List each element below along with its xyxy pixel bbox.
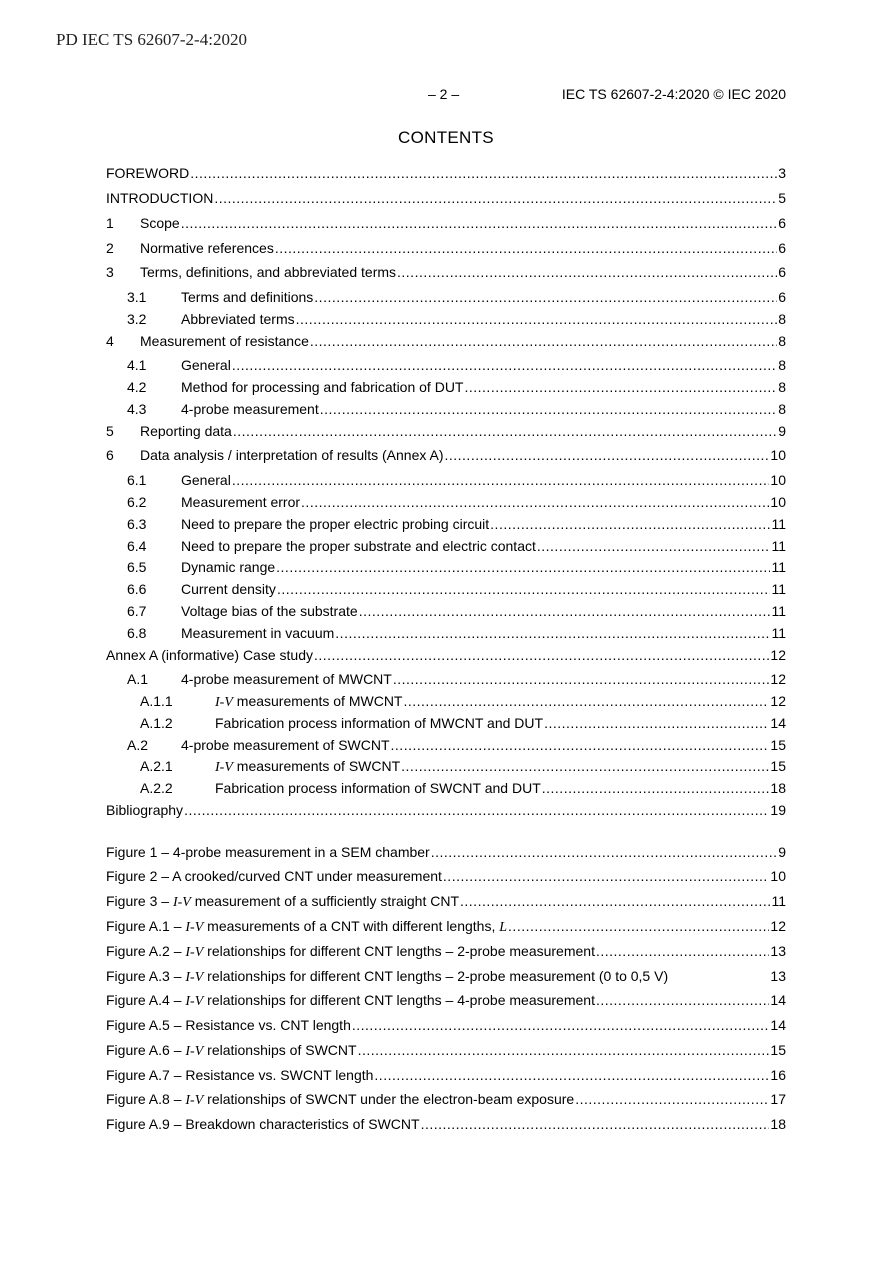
toc-leader-dots	[301, 493, 769, 511]
toc-entry-number: 6.6	[127, 581, 147, 597]
toc-leader-dots	[460, 892, 770, 910]
toc-entry-title: Current density	[181, 581, 276, 597]
figure-entry-page: 14	[770, 1017, 786, 1033]
figure-entry-title	[106, 843, 430, 861]
toc-leader-dots	[184, 801, 769, 819]
toc-entry-title: 4-probe measurement of MWCNT	[181, 671, 392, 687]
toc-entry-title: Fabrication process information of MWCNT and DUT	[215, 715, 544, 731]
toc-leader-dots	[575, 1090, 769, 1108]
toc-entry-page: 8	[778, 379, 786, 395]
toc-entry-title: Measurement of resistance	[140, 333, 309, 349]
toc-leader-dots	[393, 670, 770, 688]
contents-title: CONTENTS	[398, 128, 494, 147]
figure-entry-italic: I-V	[185, 920, 204, 935]
toc-leader-dots	[314, 288, 777, 306]
toc-entry-page: 10	[770, 494, 786, 510]
toc-entry[interactable]	[106, 779, 786, 797]
figure-entry-text: Figure A.8 –	[106, 1091, 186, 1107]
toc-entry-page: 12	[770, 647, 786, 663]
toc-entry-number: 3.1	[127, 289, 147, 305]
toc-entry[interactable]	[106, 602, 786, 620]
toc-entry-number: A.2.1	[140, 758, 173, 774]
toc-entry-italic: I-V	[215, 760, 233, 775]
figure-entry[interactable]	[106, 1016, 786, 1034]
figure-entry-page: 10	[770, 868, 786, 884]
figure-entry-page: 13	[770, 943, 786, 959]
figure-entry-text: Figure A.3 –	[106, 968, 186, 984]
toc-entry-title: 4-probe measurement of SWCNT	[181, 737, 390, 753]
toc-leader-dots	[310, 332, 777, 350]
toc-entry-page: 11	[771, 603, 786, 619]
toc-entry-page: 14	[770, 715, 786, 731]
figure-entry-page: 12	[770, 918, 786, 934]
toc-entry-title: General	[181, 472, 231, 488]
toc-leader-dots	[544, 714, 769, 732]
figure-entry-page: 11	[771, 893, 786, 909]
figure-entry-title	[106, 1016, 351, 1034]
figure-entry[interactable]	[106, 892, 786, 910]
toc-entry-number: 6.5	[127, 559, 147, 575]
toc-entry-number: 6.3	[127, 516, 147, 532]
toc-entry[interactable]	[106, 537, 786, 555]
figure-entry-text: Figure A.2 –	[106, 943, 186, 959]
figure-entry-title	[106, 967, 668, 987]
toc-leader-dots	[296, 310, 778, 328]
toc-leader-dots	[277, 580, 771, 598]
toc-entry-page: 15	[770, 737, 786, 753]
toc-entry-page: 18	[770, 780, 786, 796]
toc-leader-dots	[214, 189, 777, 207]
toc-entry-title: INTRODUCTION	[106, 190, 214, 206]
figure-entry-text: Figure A.5 – Resistance vs. CNT length	[106, 1017, 351, 1033]
toc-entry-page: 11	[771, 516, 786, 532]
figure-entry[interactable]	[106, 991, 786, 1009]
figure-entry-title	[106, 917, 507, 937]
toc-leader-dots	[508, 917, 769, 935]
standard-header: PD IEC TS 62607-2-4:2020	[56, 30, 247, 49]
toc-entry-title: 4-probe measurement	[181, 401, 319, 417]
toc-entry[interactable]	[106, 736, 786, 754]
toc-entry-number: 4.1	[127, 357, 147, 373]
toc-entry[interactable]	[106, 288, 786, 306]
toc-entry-page: 11	[771, 538, 786, 554]
figure-entry[interactable]	[106, 1115, 786, 1133]
toc-entry-title: Normative references	[140, 240, 274, 256]
toc-entry-number: 1	[106, 215, 114, 231]
figure-entry[interactable]	[106, 1090, 786, 1108]
toc-entry-title: Abbreviated terms	[181, 311, 295, 327]
toc-entry-page: 19	[770, 802, 786, 818]
toc-leader-dots	[464, 378, 777, 396]
figure-entry-text: relationships for different CNT lengths – 4-probe measurement	[203, 992, 595, 1008]
figure-entry-italic: I-V	[185, 1044, 204, 1059]
toc-entry-title: General	[181, 357, 231, 373]
toc-entry-page: 6	[778, 264, 786, 280]
toc-leader-dots	[537, 537, 771, 555]
toc-entry-page: 15	[770, 758, 786, 774]
toc-entry[interactable]	[106, 446, 786, 464]
toc-entry[interactable]	[106, 624, 786, 642]
figure-entry[interactable]	[106, 942, 786, 960]
figure-entry-page: 15	[770, 1042, 786, 1058]
toc-entry[interactable]	[106, 670, 786, 688]
figure-entry-italic: I-V	[185, 970, 204, 985]
toc-entry-page: 6	[778, 215, 786, 231]
figure-entry-page: 18	[770, 1116, 786, 1132]
toc-entry-page: 8	[778, 357, 786, 373]
toc-entry-title: Dynamic range	[181, 559, 276, 575]
toc-entry[interactable]	[106, 692, 786, 710]
figure-entry-italic: I-V	[185, 994, 204, 1009]
toc-entry-number: A.2	[127, 737, 149, 753]
toc-entry-title: Scope	[140, 215, 180, 231]
toc-leader-dots	[233, 422, 777, 440]
toc-leader-dots	[358, 1041, 770, 1059]
toc-entry-page: 10	[770, 447, 786, 463]
page-number: – 2 –	[428, 86, 460, 102]
toc-leader-dots	[542, 779, 770, 797]
toc-entry-number: 6.8	[127, 625, 147, 641]
toc-entry-page: 8	[778, 311, 786, 327]
figure-entry-text: measurements of a CNT with different lengths,	[203, 918, 500, 934]
toc-entry-title: Need to prepare the proper substrate and electric contact	[181, 538, 536, 554]
figure-entry[interactable]	[106, 967, 786, 985]
figure-entry-text: relationships of SWCNT under the electron-beam exposure	[203, 1091, 575, 1107]
figure-entry-text: measurement of a sufficiently straight CNT	[190, 893, 460, 909]
figure-entry-page: 13	[770, 968, 786, 984]
toc-entry[interactable]	[106, 714, 786, 732]
toc-entry[interactable]	[106, 164, 786, 182]
toc-leader-dots	[232, 356, 777, 374]
figure-entry-title	[106, 1066, 373, 1084]
toc-entry-title: Need to prepare the proper electric probing circuit	[181, 516, 490, 532]
toc-entry-title-text: measurements of SWCNT	[232, 758, 401, 774]
toc-entry[interactable]	[106, 757, 786, 775]
figure-entry-text: Figure 3 –	[106, 893, 173, 909]
figure-entry[interactable]	[106, 843, 786, 861]
figure-entry-italic: I-V	[185, 1093, 204, 1108]
toc-entry-page: 3	[778, 165, 786, 181]
toc-entry-page: 5	[778, 190, 786, 206]
figure-entry-text: Figure A.9 – Breakdown characteristics of SWCNT	[106, 1116, 420, 1132]
toc-leader-dots	[403, 692, 769, 710]
toc-entry-number: 6	[106, 447, 114, 463]
toc-entry-title	[215, 692, 402, 712]
toc-leader-dots	[275, 239, 777, 257]
toc-entry[interactable]	[106, 310, 786, 328]
toc-entry-title: Measurement error	[181, 494, 301, 510]
toc-entry-number: 3.2	[127, 311, 147, 327]
figure-entry-text: Figure A.4 –	[106, 992, 186, 1008]
toc-entry-number: 4.3	[127, 401, 147, 417]
toc-leader-dots	[443, 867, 770, 885]
figure-entry-title	[106, 867, 442, 885]
toc-entry-number: A.1.1	[140, 693, 173, 709]
toc-entry-number: 2	[106, 240, 114, 256]
toc-leader-dots	[490, 515, 770, 533]
toc-entry[interactable]	[106, 558, 786, 576]
toc-entry-number: 4.2	[127, 379, 147, 395]
figure-entry-text: Figure A.6 –	[106, 1042, 186, 1058]
toc-leader-dots	[444, 446, 769, 464]
toc-entry-page: 8	[778, 401, 786, 417]
toc-leader-dots	[276, 558, 770, 576]
toc-entry-title: Bibliography	[106, 802, 184, 818]
toc-entry-title	[215, 757, 400, 777]
toc-entry-page: 8	[778, 333, 786, 349]
toc-entry-page: 11	[771, 625, 786, 641]
toc-leader-dots	[320, 400, 777, 418]
toc-entry-title: Annex A (informative) Case study	[106, 647, 313, 663]
toc-entry-title: Measurement in vacuum	[181, 625, 335, 641]
figure-entry-text: Figure A.1 –	[106, 918, 186, 934]
toc-entry[interactable]	[106, 263, 786, 281]
figure-entry-text: relationships for different CNT lengths – 2-probe measurement (0 to 0,5 V)	[203, 968, 669, 984]
toc-entry-number: 6.2	[127, 494, 147, 510]
toc-entry-title: Fabrication process information of SWCNT and DUT	[215, 780, 541, 796]
figure-entry-text: relationships of SWCNT	[203, 1042, 357, 1058]
toc-entry-number: 6.7	[127, 603, 147, 619]
toc-entry-title: Method for processing and fabrication of DUT	[181, 379, 464, 395]
toc-entry-page: 11	[771, 581, 786, 597]
figure-entry-title	[106, 991, 595, 1011]
figure-entry-text: Figure A.7 – Resistance vs. SWCNT length	[106, 1067, 374, 1083]
document-id: IEC TS 62607-2-4:2020 © IEC 2020	[561, 86, 786, 102]
toc-leader-dots	[401, 757, 769, 775]
toc-entry-number: 3	[106, 264, 114, 280]
figure-entry-page: 9	[778, 844, 786, 860]
toc-entry-page: 10	[770, 472, 786, 488]
toc-entry-title: Reporting data	[140, 423, 232, 439]
toc-entry-italic: I-V	[215, 695, 233, 710]
toc-leader-dots	[181, 214, 778, 232]
figure-entry-italic: I-V	[172, 895, 191, 910]
toc-leader-dots	[431, 843, 777, 861]
toc-entry-number: A.2.2	[140, 780, 173, 796]
figure-entry-page: 14	[770, 992, 786, 1008]
toc-entry-number: 6.4	[127, 538, 147, 554]
toc-leader-dots	[596, 942, 769, 960]
toc-entry-page: 6	[778, 289, 786, 305]
toc-entry[interactable]	[106, 515, 786, 533]
toc-entry-title: Voltage bias of the substrate	[181, 603, 358, 619]
toc-entry[interactable]	[106, 471, 786, 489]
toc-entry-title: Data analysis / interpretation of results (Annex A)	[140, 447, 444, 463]
toc-entry[interactable]	[106, 378, 786, 396]
figure-entry-page: 16	[770, 1067, 786, 1083]
toc-entry-number: A.1	[127, 671, 149, 687]
toc-entry-page: 12	[770, 671, 786, 687]
toc-entry-title: Terms, definitions, and abbreviated terms	[140, 264, 397, 280]
figure-entry-italic: I-V	[185, 945, 204, 960]
toc-leader-dots	[397, 263, 777, 281]
figure-entry-italic: L	[499, 920, 508, 935]
toc-leader-dots	[314, 646, 769, 664]
toc-entry[interactable]	[106, 801, 786, 819]
figure-entry[interactable]	[106, 917, 786, 935]
toc-leader-dots	[232, 471, 770, 489]
toc-entry[interactable]	[106, 189, 786, 207]
figure-entry-title	[106, 1041, 357, 1061]
toc-entry-page: 11	[771, 559, 786, 575]
figure-entry-title	[106, 892, 459, 912]
toc-leader-dots	[391, 736, 770, 754]
figure-entry-text: Figure 2 – A crooked/curved CNT under measurement	[106, 868, 442, 884]
figure-entry-text: Figure 1 – 4-probe measurement in a SEM chamber	[106, 844, 430, 860]
toc-leader-dots	[421, 1115, 770, 1133]
toc-leader-dots	[352, 1016, 770, 1034]
toc-leader-dots	[374, 1066, 769, 1084]
figure-entry[interactable]	[106, 1066, 786, 1084]
toc-entry[interactable]	[106, 239, 786, 257]
toc-entry[interactable]	[106, 493, 786, 511]
toc-entry-number: A.1.2	[140, 715, 173, 731]
toc-leader-dots	[596, 991, 769, 1009]
toc-entry[interactable]	[106, 422, 786, 440]
toc-entry[interactable]	[106, 214, 786, 232]
figure-entry-title	[106, 942, 595, 962]
toc-entry[interactable]	[106, 646, 786, 664]
toc-entry-title-text: measurements of MWCNT	[232, 693, 403, 709]
toc-entry[interactable]	[106, 332, 786, 350]
toc-entry[interactable]	[106, 580, 786, 598]
toc-entry-page: 9	[778, 423, 786, 439]
figure-entry-page: 17	[770, 1091, 786, 1107]
figure-entry-text: relationships for different CNT lengths – 2-probe measurement	[203, 943, 595, 959]
toc-entry[interactable]	[106, 400, 786, 418]
toc-entry-title: FOREWORD	[106, 165, 190, 181]
toc-entry-page: 6	[778, 240, 786, 256]
figure-entry[interactable]	[106, 867, 786, 885]
figure-entry-title	[106, 1115, 420, 1133]
toc-entry-title: Terms and definitions	[181, 289, 314, 305]
figure-entry[interactable]	[106, 1041, 786, 1059]
toc-leader-dots	[359, 602, 771, 620]
toc-entry-number: 4	[106, 333, 114, 349]
toc-entry[interactable]	[106, 356, 786, 374]
toc-entry-number: 5	[106, 423, 114, 439]
toc-entry-page: 12	[770, 693, 786, 709]
toc-entry-number: 6.1	[127, 472, 147, 488]
figure-entry-title	[106, 1090, 574, 1110]
toc-leader-dots	[190, 164, 777, 182]
toc-leader-dots	[335, 624, 770, 642]
